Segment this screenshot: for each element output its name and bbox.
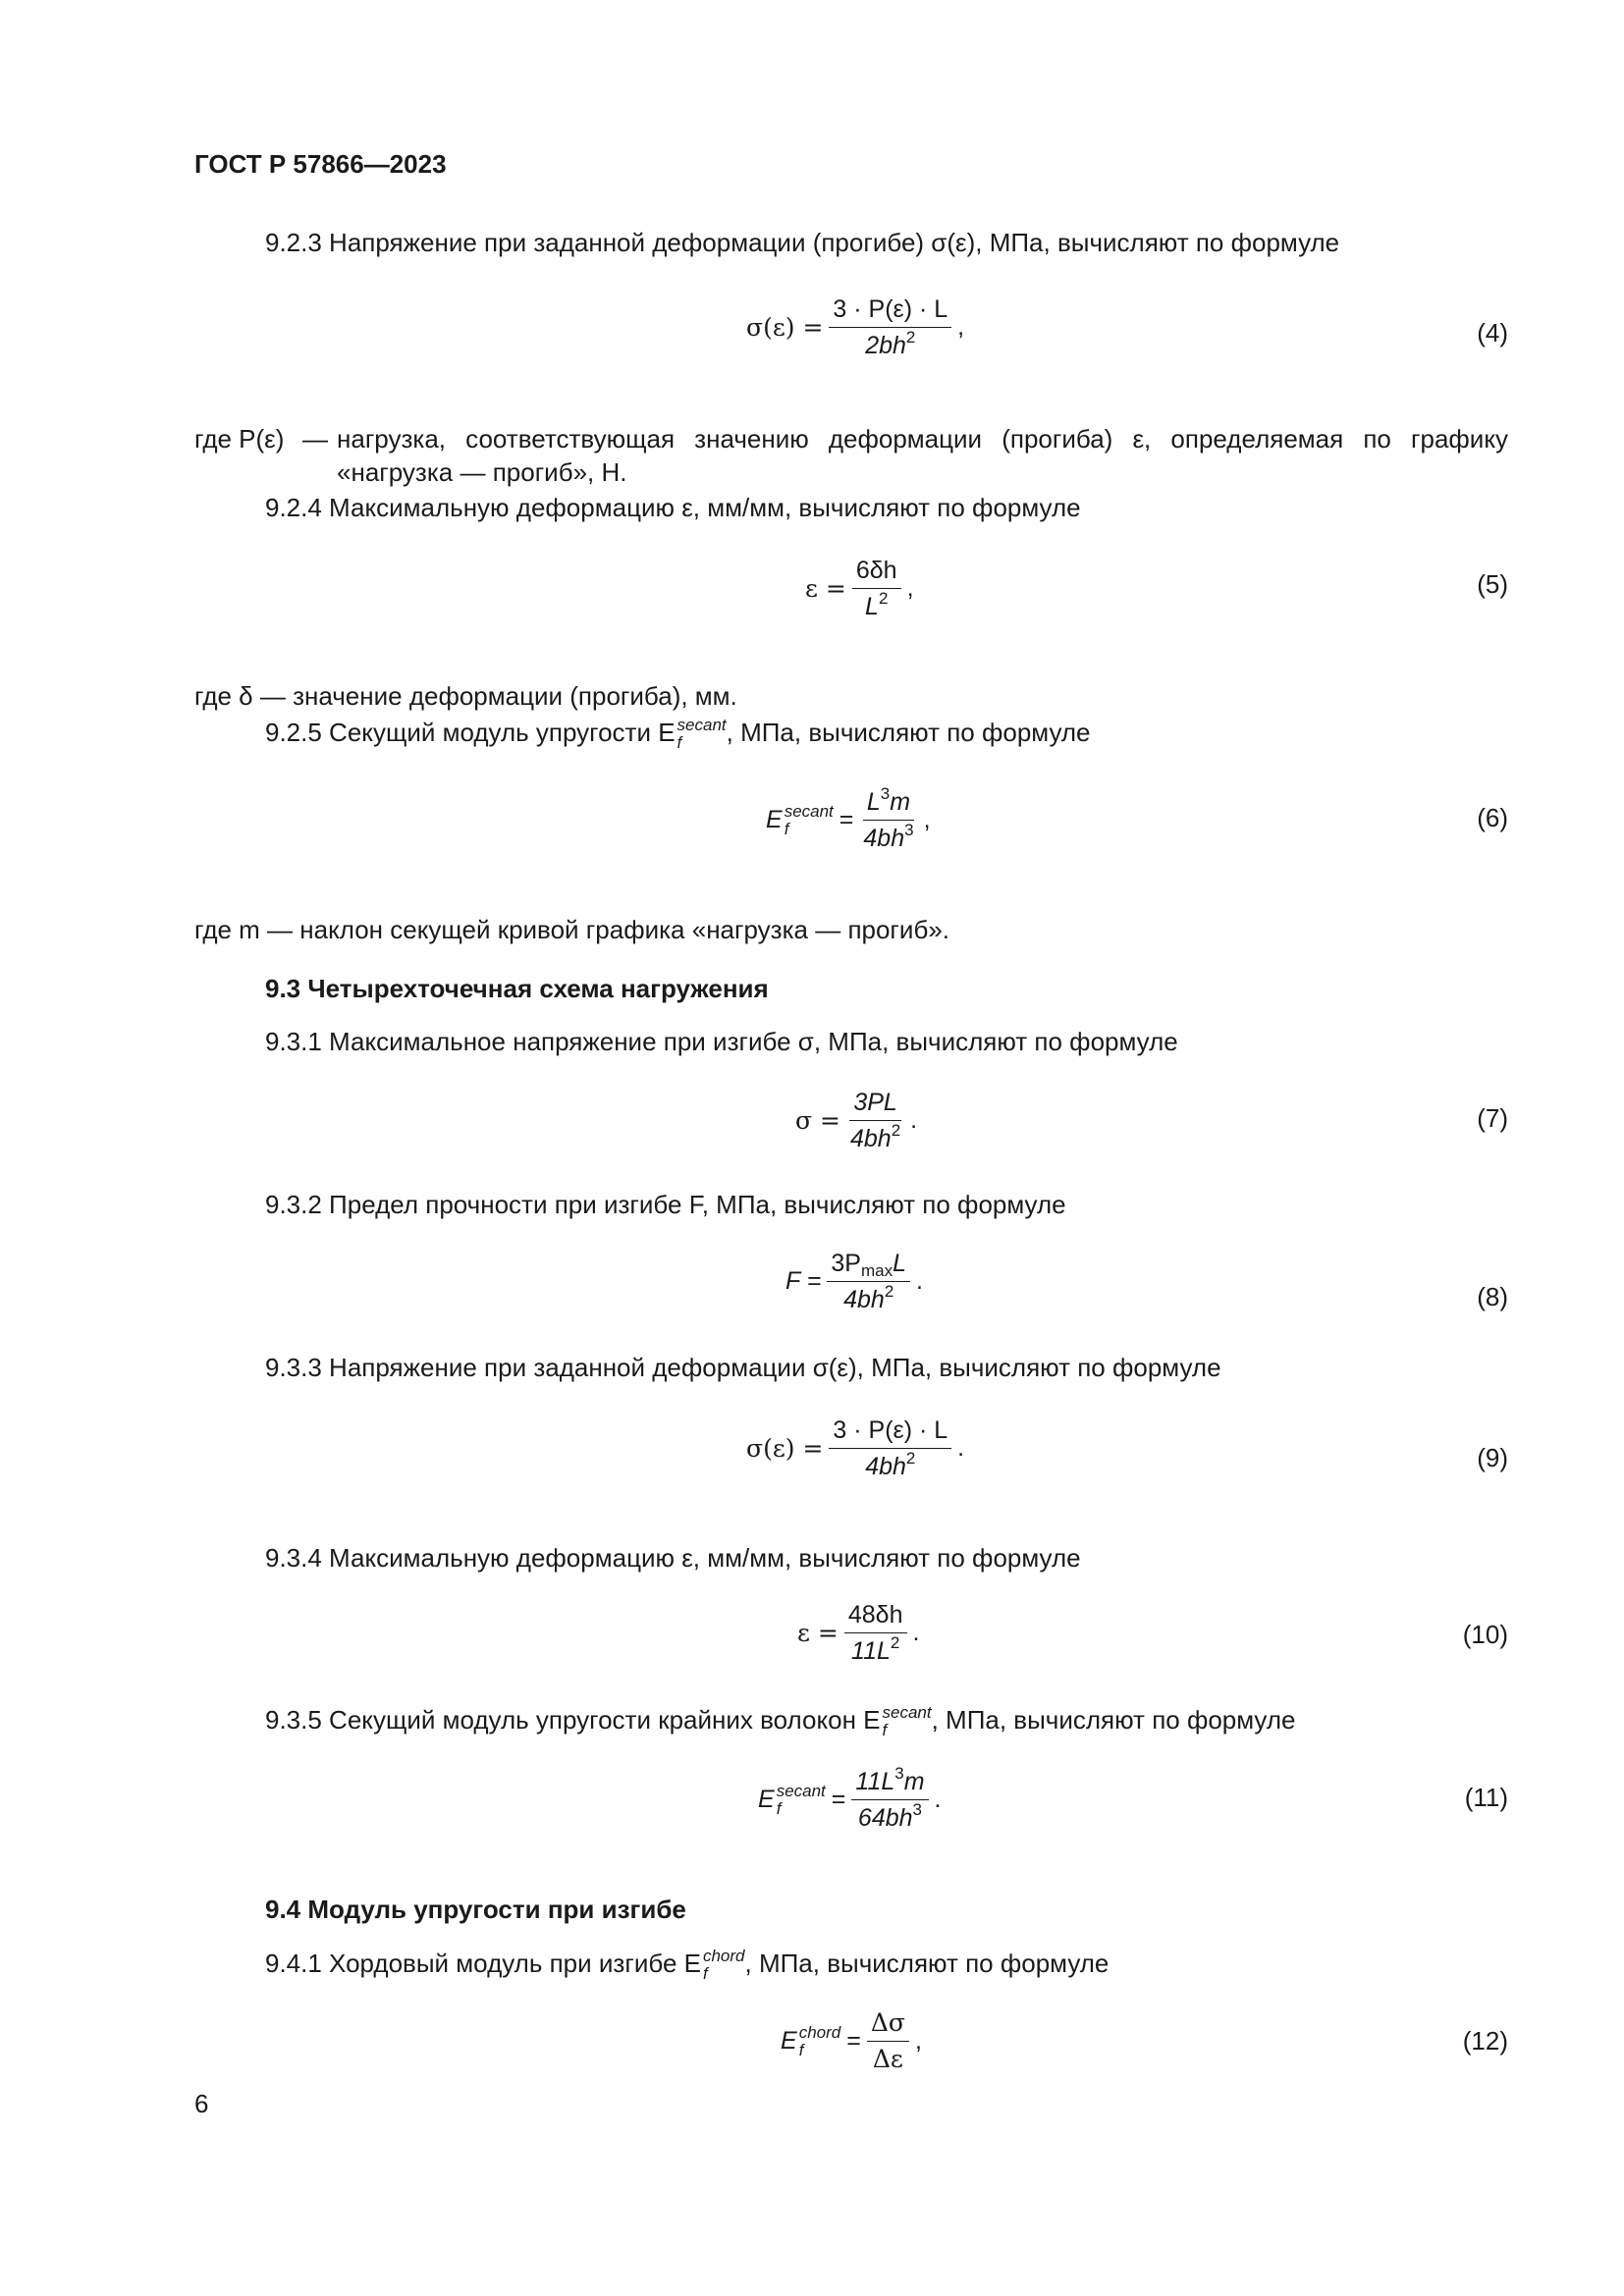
clause-9-2-3: 9.2.3 Напряжение при заданной деформации (прогибе) σ(ε), МПа, вычисляют по формуле xyxy=(265,228,1340,257)
section-heading-9-4: 9.4 Модуль упругости при изгибе xyxy=(265,1895,686,1924)
formula-7: σ = $\frac{3PL}{4bh^2}$ . xyxy=(795,1089,918,1152)
equation-number-8: (8) xyxy=(1477,1282,1508,1311)
formula-11: E secant f = $\frac{11L^3m}{64bh^3}$ . xyxy=(758,1764,942,1832)
equation-number-5: (5) xyxy=(1477,569,1508,599)
equation-number-12: (12) xyxy=(1462,2026,1508,2056)
equation-number-10: (10) xyxy=(1462,1620,1508,1649)
document-header: ГОСТ Р 57866—2023 xyxy=(194,149,447,179)
where-term-p: где P(ε) xyxy=(194,424,285,454)
clause-9-4-1: 9.4.1 Хордовый модуль при изгибе E chord f , МПа, вычисляют по формуле xyxy=(265,1947,1110,1983)
formula-12: E chord f = $\frac{\Delta\sigma}{\Delta\varepsilon}$ , xyxy=(781,2008,922,2073)
where-delta: где δ — значение деформации (прогиба), мм. xyxy=(194,681,737,711)
equation-number-6: (6) xyxy=(1477,803,1508,832)
clause-9-3-1: 9.3.1 Максимальное напряжение при изгибе σ, МПа, вычисляют по формуле xyxy=(265,1027,1178,1056)
equation-number-4: (4) xyxy=(1477,318,1508,347)
formula-6: E secant f = $\frac{L^3m}{4bh^3}$ , xyxy=(766,784,931,852)
where-dash: — xyxy=(302,424,328,454)
where-definition-line1: нагрузка, соответствующая значению деформации (прогиба) ε, определяемая по графику xyxy=(337,424,1508,454)
where-definition-line2: «нагрузка — прогиб», Н. xyxy=(337,457,627,487)
formula-4-numerator: 3 · P(ε) · L xyxy=(829,294,951,328)
section-heading-9-3: 9.3 Четырехточечная схема нагружения xyxy=(265,974,769,1003)
formula-8: F = $\frac{3P_{max}L}{4bh^2}$ . xyxy=(785,1250,923,1313)
formula-9: σ(ε) = $\frac{3 \cdot P(\varepsilon) \cdot L}{4bh^2}$ . xyxy=(746,1416,965,1480)
clause-9-2-4: 9.2.4 Максимальную деформацию ε, мм/мм, вычисляют по формуле xyxy=(265,493,1081,522)
formula-4-denominator: $2bh^2$ xyxy=(865,328,916,359)
equation-number-7: (7) xyxy=(1477,1103,1508,1133)
equation-number-9: (9) xyxy=(1477,1443,1508,1472)
formula-4: σ(ε) = $\frac{3 \cdot P(\varepsilon) \cdot L}{2bh^2}$ , xyxy=(746,295,965,359)
clause-9-3-2: 9.3.2 Предел прочности при изгибе F, МПа, вычисляют по формуле xyxy=(265,1190,1066,1219)
clause-9-2-5: 9.2.5 Секущий модуль упругости E secant f , МПа, вычисляют по формуле xyxy=(265,716,1091,752)
where-m: где m — наклон секущей кривой графика «нагрузка — прогиб». xyxy=(194,915,950,944)
page-number: 6 xyxy=(194,2089,209,2118)
clause-9-3-4: 9.3.4 Максимальную деформацию ε, мм/мм, вычисляют по формуле xyxy=(265,1543,1081,1573)
clause-9-3-5: 9.3.5 Секущий модуль упругости крайних волокон E secant f , МПа, вычисляют по формуле xyxy=(265,1703,1296,1739)
formula-10: ε = $\frac{48\delta h}{11L^2}$ . xyxy=(797,1601,920,1665)
formula-5: ε = $\frac{6\delta h}{L^2}$ , xyxy=(805,557,914,620)
equation-number-11: (11) xyxy=(1464,1783,1508,1812)
clause-9-3-3: 9.3.3 Напряжение при заданной деформации σ(ε), МПа, вычисляют по формуле xyxy=(265,1353,1221,1382)
